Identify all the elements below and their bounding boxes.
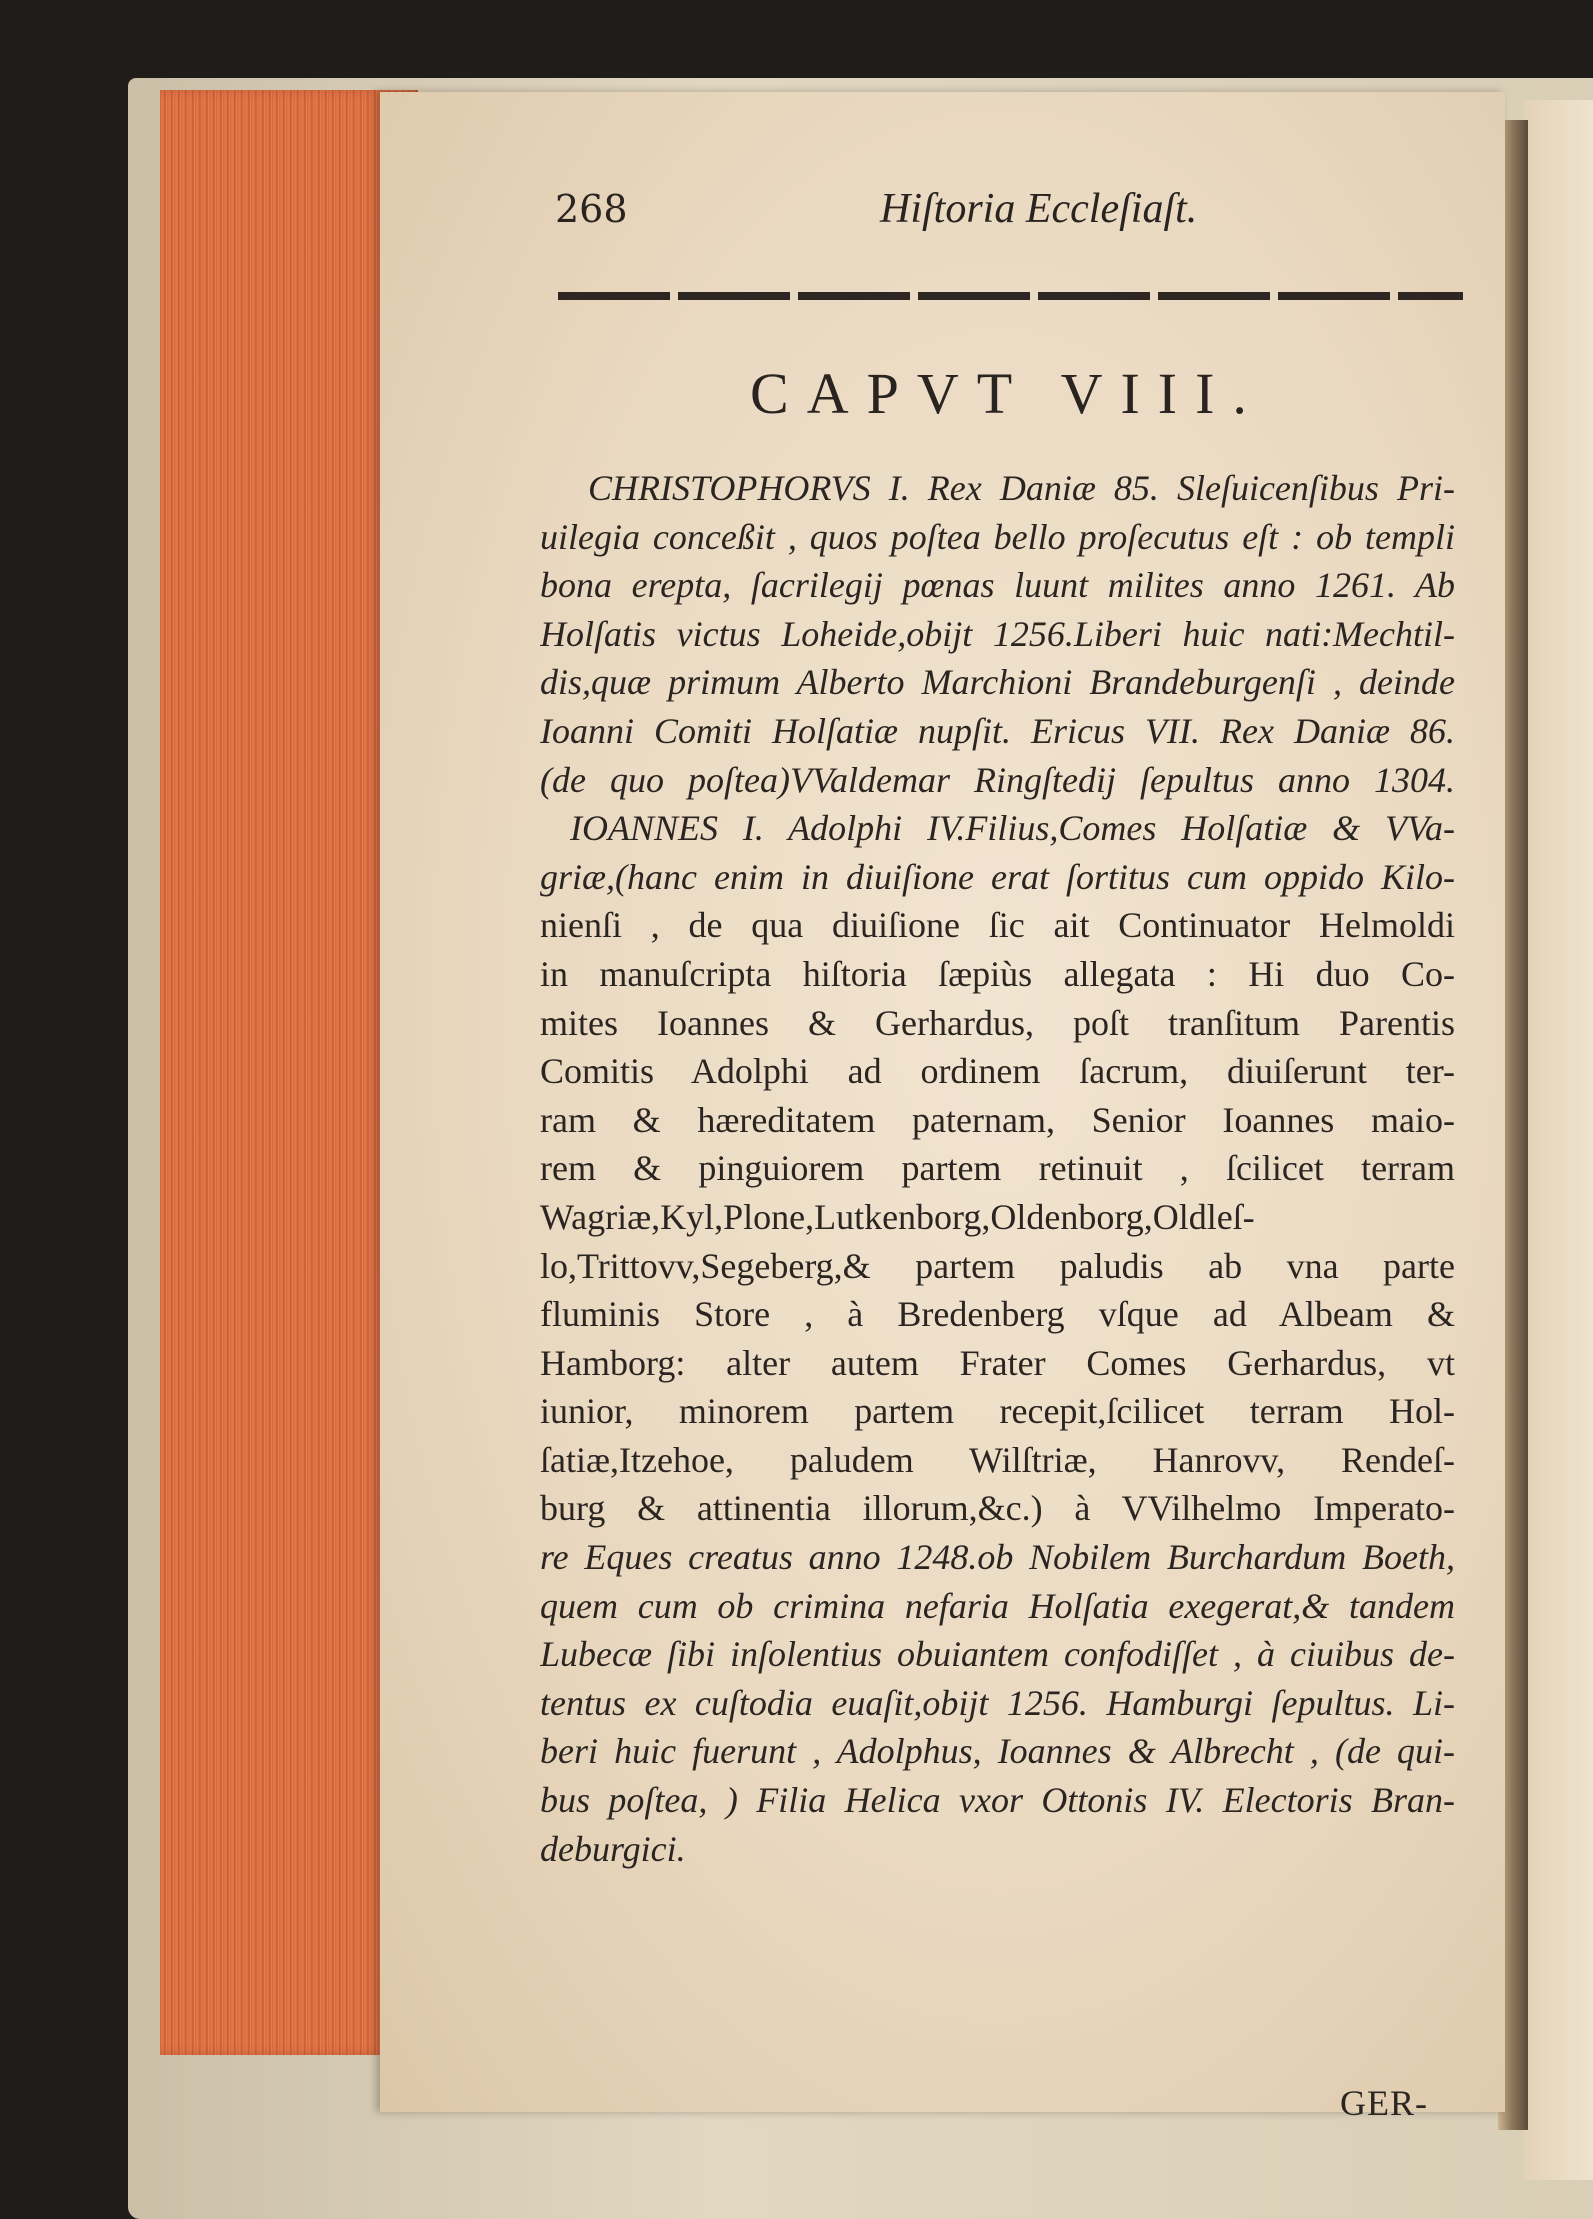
text-line: deburgici. xyxy=(540,1828,686,1869)
facing-page xyxy=(1524,100,1593,2180)
running-title: Hiſtoria Eccleſiaſt. xyxy=(880,186,1198,232)
text-line: bus poſtea, ) Filia Helica vxor Ottonis IV. Electoris Bran- xyxy=(540,1780,1455,1821)
text-line: dis,quæ primum Alberto Marchioni Brandeburgenſi , deinde xyxy=(540,662,1455,703)
text-line: quem cum ob crimina nefaria Holſatia exegerat,& tandem xyxy=(540,1585,1455,1626)
text-line: CHRISTOPHORVS I. Rex Daniæ 85. Sleſuicenſibus Pri- xyxy=(588,468,1455,508)
text-line: in manuſcripta hiſtoria ſæpiùs allegata : Hi duo Co- xyxy=(540,953,1455,994)
text-line: lo,Trittovv,Segeberg,& partem paludis ab vna parte xyxy=(540,1245,1455,1286)
text-line: nienſi , de qua diuiſione ſic ait Continuator Helmoldi xyxy=(540,905,1455,946)
text-line: burg & attinentia illorum,&c.) à VVilhelmo Imperato- xyxy=(540,1488,1455,1529)
book-page xyxy=(380,92,1505,2123)
ornamental-rule xyxy=(558,292,1463,300)
chapter-heading: CAPVT VIII. xyxy=(750,361,1265,426)
text-line: rem & pinguiorem partem retinuit , ſcilicet terram xyxy=(540,1148,1455,1189)
text-line: IOANNES I. Adolphi IV.Filius,Comes Holſatiæ & VVa- xyxy=(570,808,1455,849)
text-line: uilegia conceßit , quos poſtea bello proſecutus eſt : ob templi xyxy=(540,516,1455,557)
text-line: griæ,(hanc enim in diuiſione erat ſortitus cum oppido Kilo- xyxy=(540,856,1455,897)
body-text xyxy=(540,464,1455,1873)
text-line: Hamborg: alter autem Frater Comes Gerhardus, vt xyxy=(540,1342,1455,1383)
text-line: fluminis Store , à Bredenberg vſque ad Albeam & xyxy=(540,1294,1455,1335)
text-line: tentus ex cuſtodia euaſit,obijt 1256. Hamburgi ſepultus. Li- xyxy=(540,1682,1455,1723)
text-line: bona erepta, ſacrilegij pœnas luunt milites anno 1261. Ab xyxy=(540,565,1455,606)
text-line: Ioanni Comiti Holſatiæ nupſit. Ericus VII. Rex Daniæ 86. xyxy=(540,710,1455,751)
text-line: Lubecæ ſibi inſolentius obuiantem confodiſſet , à ciuibus de- xyxy=(540,1634,1455,1675)
text-line: Comitis Adolphi ad ordinem ſacrum, diuiſerunt ter- xyxy=(540,1051,1455,1092)
page-number: 268 xyxy=(555,187,628,231)
catchword: GER- xyxy=(1340,2083,1428,2123)
text-line: (de quo poſtea)VValdemar Ringſtedij ſepultus anno 1304. xyxy=(540,759,1455,800)
text-line: Holſatis victus Loheide,obijt 1256.Liberi huic nati:Mechtil- xyxy=(540,613,1455,654)
running-head xyxy=(380,187,1505,247)
text-line: Wagriæ,Kyl,Plone,Lutkenborg,Oldenborg,Oldleſ- xyxy=(540,1196,1255,1237)
text-line: beri huic fuerunt , Adolphus, Ioannes & Albrecht , (de qui- xyxy=(540,1731,1455,1772)
text-line: ram & hæreditatem paternam, Senior Ioannes maio- xyxy=(540,1099,1455,1140)
text-line: re Eques creatus anno 1248.ob Nobilem Burchardum Boeth, xyxy=(540,1537,1455,1578)
text-line: mites Ioannes & Gerhardus, poſt tranſitum Parentis xyxy=(540,1002,1455,1043)
text-line: ſatiæ,Itzehoe, paludem Wilſtriæ, Hanrovv, Rendeſ- xyxy=(540,1439,1455,1480)
text-line: iunior, minorem partem recepit,ſcilicet terram Hol- xyxy=(540,1391,1455,1432)
